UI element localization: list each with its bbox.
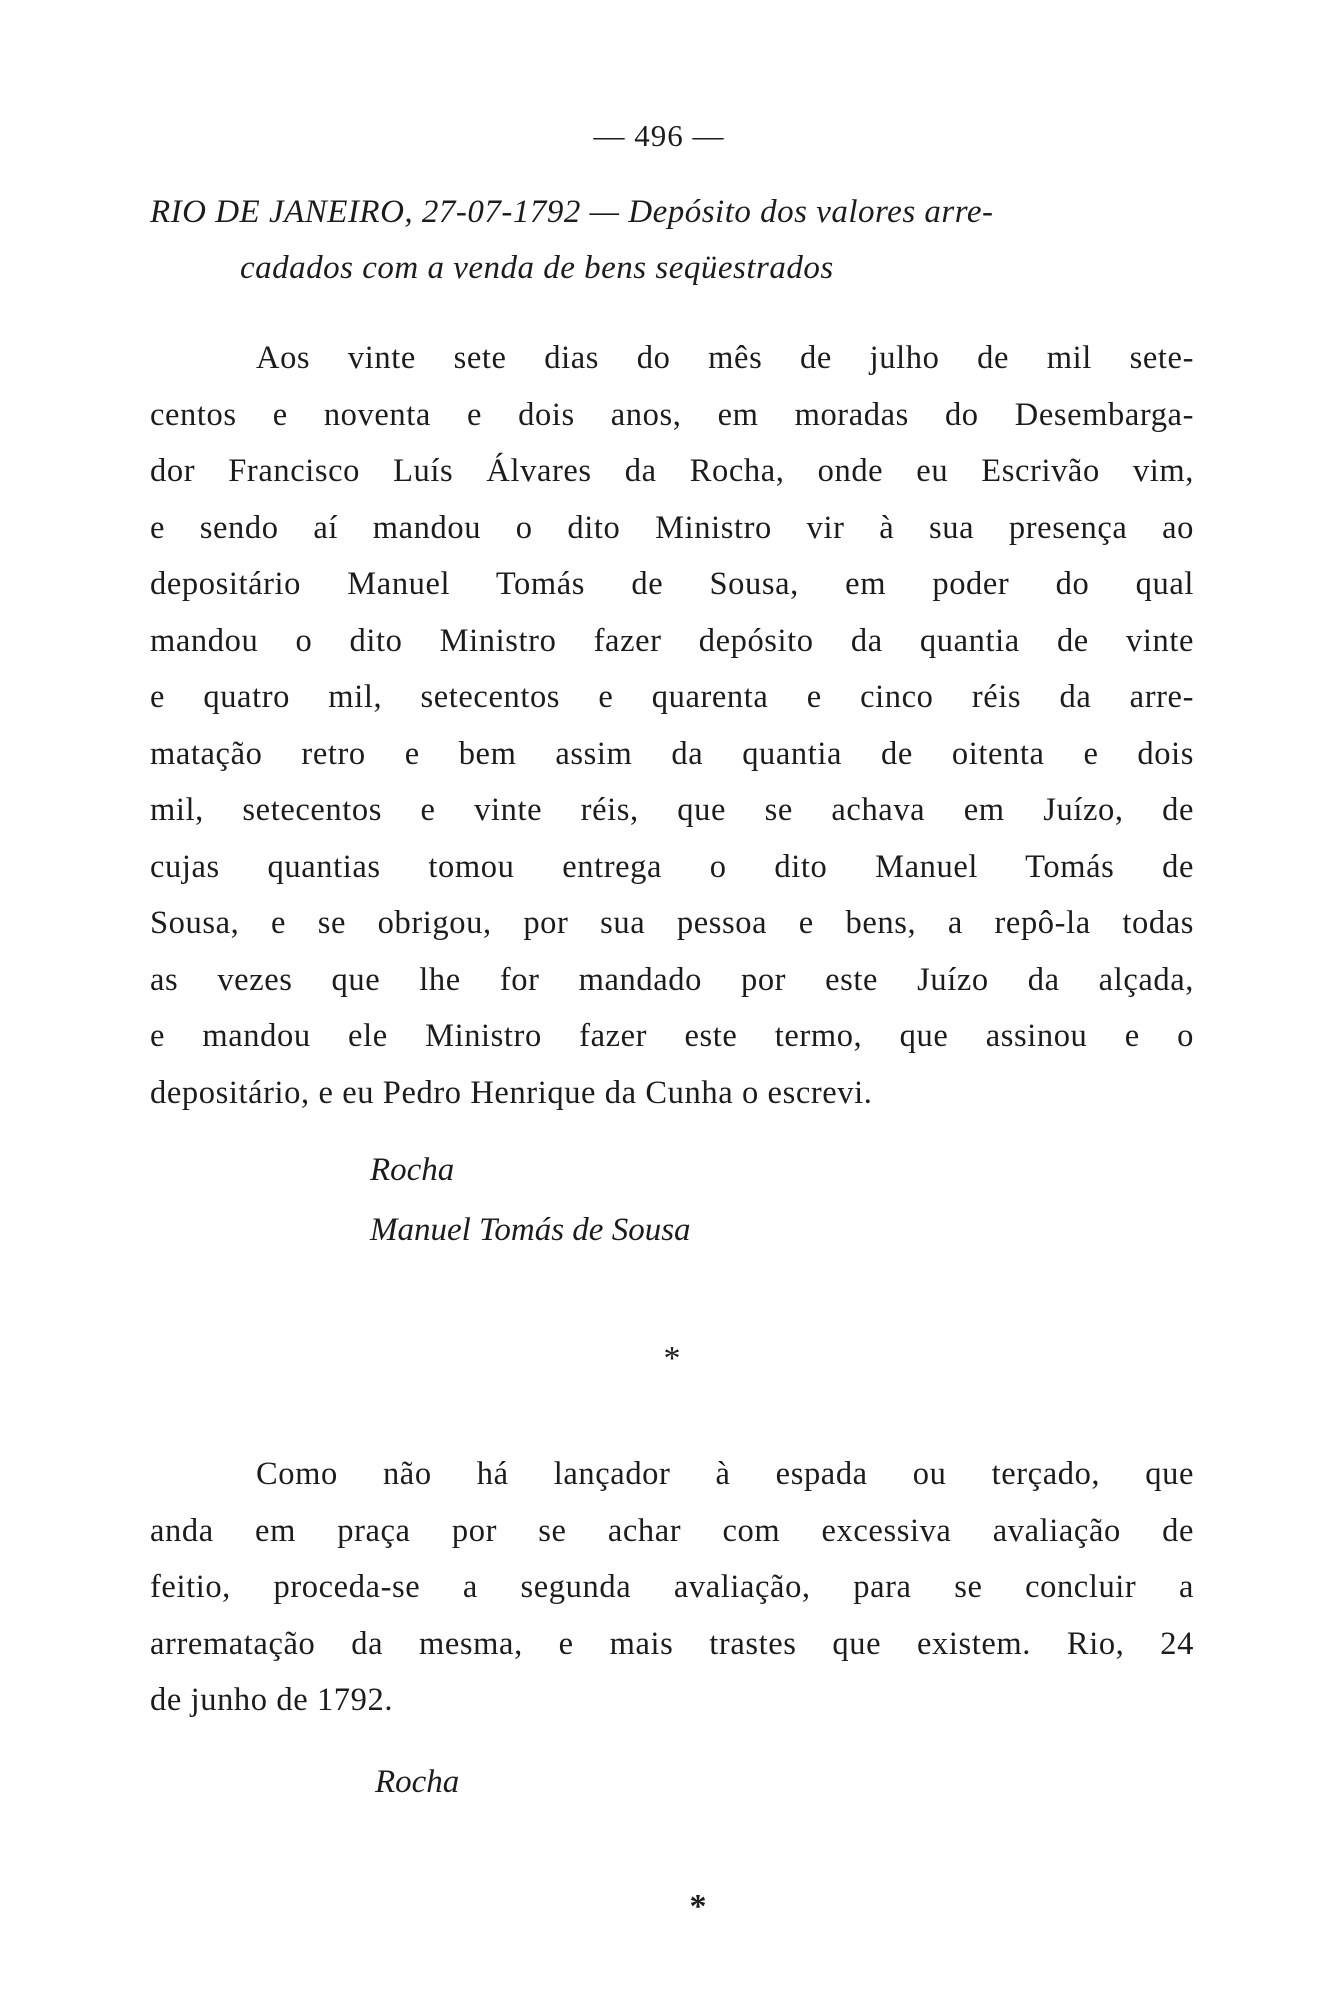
paragraph-line: e quatro mil, setecentos e quarenta e cinco réis da arre- (150, 679, 1194, 715)
paragraph-line: e sendo aí mandou o dito Ministro vir à sua presença ao (150, 509, 1194, 546)
paragraph-line: cujas quantias tomou entrega o dito Manuel Tomás de (150, 848, 1194, 885)
paragraph-order (150, 1446, 1194, 1729)
page-number: — 496 — (593, 118, 725, 153)
paragraph-line: anda em praça por se achar com excessiva avaliação de (150, 1512, 1194, 1549)
paragraph-line: mil, setecentos e vinte réis, que se achava em Juízo, de (150, 792, 1194, 828)
heading-line-2: cadados com a venda de bens seqüestrados (240, 250, 834, 286)
paragraph-deposit-record (150, 330, 1194, 1121)
paragraph-line: Sousa, e se obrigou, por sua pessoa e bens, a repô-la todas (150, 905, 1194, 941)
paragraph-line: mandou o dito Ministro fazer depósito da quantia de vinte (150, 622, 1194, 659)
paragraph-line: Como não há lançador à espada ou terçado, que (256, 1456, 1194, 1492)
section-separator-asterisk: * (663, 1340, 681, 1377)
paragraph-line: feitio, proceda-se a segunda avaliação, para se concluir a (150, 1569, 1194, 1605)
paragraph-line: depositário Manuel Tomás de Sousa, em poder do qual (150, 566, 1194, 602)
paragraph-line: e mandou ele Ministro fazer este termo, que assinou e o (150, 1018, 1194, 1054)
heading-line-1: RIO DE JANEIRO, 27-07-1792 — Depósito dos valores arre- (150, 194, 994, 230)
paragraph-line: dor Francisco Luís Álvares da Rocha, onde eu Escrivão vim, (150, 453, 1194, 489)
document-heading (150, 184, 1190, 296)
paragraph-line: depositário, e eu Pedro Henrique da Cunha o escrevi. (150, 1074, 873, 1111)
signature-rocha: Rocha (370, 1152, 455, 1188)
signature-rocha-2: Rocha (375, 1764, 460, 1800)
paragraph-line: matação retro e bem assim da quantia de oitenta e dois (150, 735, 1194, 772)
paragraph-line: Aos vinte sete dias do mês de julho de mil sete- (256, 340, 1194, 376)
paragraph-line: as vezes que lhe for mandado por este Juízo da alçada, (150, 961, 1194, 998)
signature-manuel-tomas-de-sousa: Manuel Tomás de Sousa (370, 1212, 691, 1248)
paragraph-line: centos e noventa e dois anos, em moradas do Desembarga- (150, 396, 1194, 433)
section-separator-asterisk-2: * (689, 1888, 707, 1925)
paragraph-line: de junho de 1792. (150, 1682, 394, 1718)
paragraph-line: arrematação da mesma, e mais trastes que existem. Rio, 24 (150, 1625, 1194, 1662)
